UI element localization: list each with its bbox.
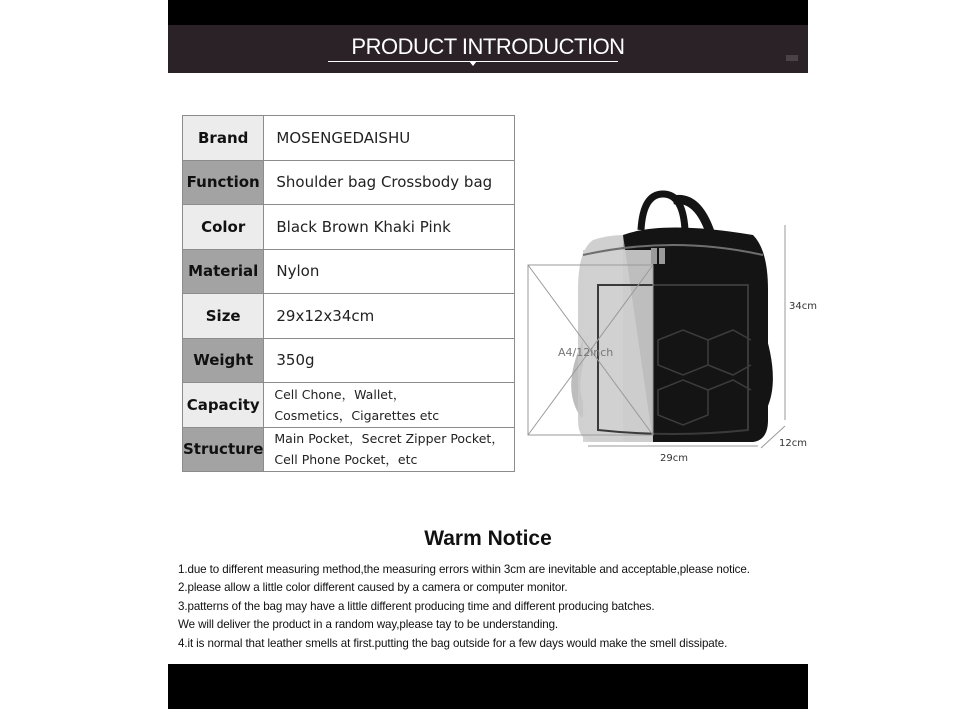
- width-label: 29cm: [660, 453, 688, 464]
- spec-value: MOSENGEDAISHU: [264, 116, 515, 161]
- spec-key: Structure: [183, 427, 264, 472]
- a4-label: A4/12inch: [558, 346, 614, 359]
- spec-key: Material: [183, 249, 264, 294]
- spec-key: Brand: [183, 116, 264, 161]
- spec-value: Nylon: [264, 249, 515, 294]
- spec-key: Weight: [183, 338, 264, 383]
- spec-value-line: Cell Phone Pocket，etc: [274, 452, 418, 468]
- spec-key: Size: [183, 294, 264, 339]
- product-page: [168, 0, 817, 709]
- top-black-bar: [168, 0, 808, 25]
- spec-value: 350g: [264, 338, 515, 383]
- spec-key: Capacity: [183, 383, 264, 428]
- backpack-dimension-illustration: [523, 190, 817, 470]
- spec-row-brand: [183, 116, 515, 161]
- page-title: PRODUCT INTRODUCTION: [351, 34, 625, 59]
- spec-row-material: [183, 249, 515, 294]
- spec-row-capacity: [183, 383, 515, 428]
- notice-line: 1.due to different measuring method,the measuring errors within 3cm are inevitable and acceptable,please notice.: [178, 563, 750, 576]
- spec-row-weight: [183, 338, 515, 383]
- spec-key: Function: [183, 160, 264, 205]
- spec-row-size: [183, 294, 515, 339]
- spec-row-color: [183, 205, 515, 250]
- notice-line: 4.it is normal that leather smells at first.putting the bag outside for a few days would make the smell dissipate.: [178, 637, 728, 650]
- spec-value: [264, 427, 515, 472]
- spec-key: Color: [183, 205, 264, 250]
- spec-value-line: Main Pocket，Secret Zipper Pocket，: [274, 431, 504, 447]
- notice-line: 3.patterns of the bag may have a little different producing time and different producing batches.: [178, 600, 655, 613]
- spec-row-structure: [183, 427, 515, 472]
- zipper-pull-icon: [659, 248, 665, 264]
- spec-value-line: Cell Chone，Wallet，: [274, 386, 406, 402]
- notice-line: We will deliver the product in a random way,please tay to be understanding.: [178, 618, 559, 631]
- height-label: 34cm: [789, 301, 817, 312]
- spec-value: [264, 383, 515, 428]
- notice-title: Warm Notice: [424, 527, 552, 550]
- zipper-pull-icon: [651, 248, 657, 264]
- spec-value: 29x12x34cm: [264, 294, 515, 339]
- spec-table: [182, 115, 515, 472]
- bottom-black-bar: [168, 664, 808, 709]
- notice-line: 2.please allow a little color different caused by a camera or computer monitor.: [178, 581, 568, 594]
- spec-value: Black Brown Khaki Pink: [264, 205, 515, 250]
- spec-value-line: Cosmetics，Cigarettes etc: [274, 407, 440, 423]
- header-corner-mark: [786, 55, 798, 61]
- header-arrow-icon: [469, 61, 477, 66]
- depth-label: 12cm: [779, 438, 807, 449]
- spec-value: Shoulder bag Crossbody bag: [264, 160, 515, 205]
- spec-row-function: [183, 160, 515, 205]
